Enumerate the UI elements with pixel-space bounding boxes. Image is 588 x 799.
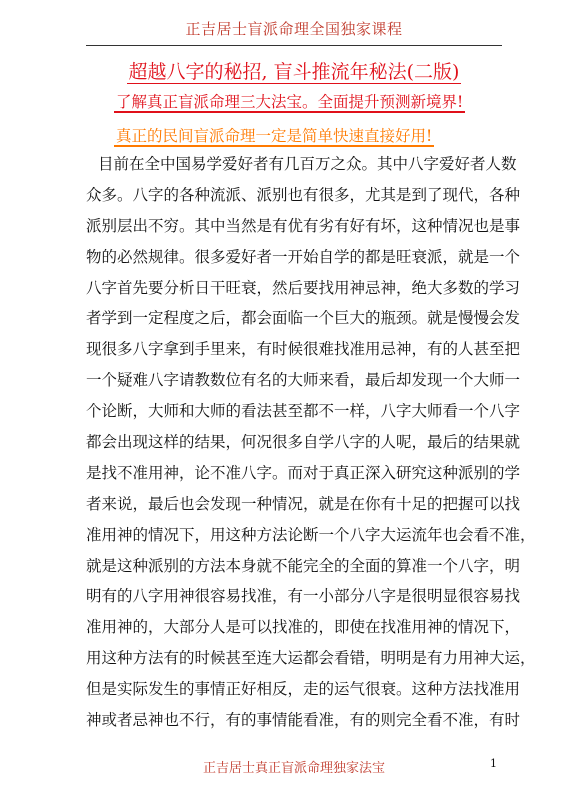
- body-line: 是找不准用神，论不准八字。而对于真正深入研究这种派别的学: [86, 463, 521, 482]
- body-line: 派别层出不穷。其中当然是有优有劣有好有坏，这种情况也是事: [86, 216, 521, 235]
- body-line: 准用神的情况下，用这种方法论断一个八字大运流年也会看不准，: [86, 525, 536, 544]
- subtitle-1: [114, 90, 465, 112]
- subtitle-1-text: 了解真正盲派命理三大法宝。全面提升预测新境界!: [116, 93, 464, 111]
- subtitle-2: [114, 124, 434, 146]
- body-paragraph: [86, 149, 536, 736]
- body-line: 就是这种派别的方法本身就不能完全的全面的算准一个八字，明: [86, 556, 521, 575]
- body-line: 八字首先要分析日干旺衰，然后要找用神忌神，绝大多数的学习: [86, 278, 521, 297]
- subtitle-2-text: 真正的民间盲派命理一定是简单快速直接好用!: [116, 127, 433, 145]
- page-header: 正吉居士盲派命理全国独家课程: [185, 20, 403, 38]
- page-number: 1: [490, 757, 497, 770]
- header-divider: [86, 45, 502, 46]
- body-line: 神或者忌神也不行，有的事情能看准，有的则完全看不准，有时: [86, 711, 521, 730]
- document-title-text: 超越八字的秘招, 盲斗推流年秘法(二版): [128, 61, 460, 83]
- body-line: 明有的八字用神很容易找准，有一小部分八字是很明显很容易找: [86, 587, 521, 606]
- body-line: 现很多八字拿到手里来，有时候很难找准用忌神，有的人甚至把: [86, 340, 521, 359]
- body-line: 者来说，最后也会发现一种情况，就是在你有十足的把握可以找: [86, 494, 521, 513]
- body-line: 一个疑难八字请教数位有名的大师来看，最后却发现一个大师一: [86, 371, 521, 390]
- body-line: 物的必然规律。很多爱好者一开始自学的都是旺衰派，就是一个: [86, 247, 521, 266]
- body-line: 用这种方法有的时候甚至连大运都会看错，明明是有力用神大运，: [86, 649, 536, 668]
- body-line: 众多。八字的各种流派、派别也有很多，尤其是到了现代，各种: [86, 185, 521, 204]
- body-line: 都会出现这样的结果，何况很多自学八字的人呢，最后的结果就: [86, 433, 521, 452]
- body-line: 个论断，大师和大师的看法甚至都不一样，八字大师看一个八字: [86, 402, 521, 421]
- body-line: 者学到一定程度之后，都会面临一个巨大的瓶颈。就是慢慢会发: [86, 309, 521, 328]
- body-line: 目前在全中国易学爱好者有几百万之众。其中八字爱好者人数: [98, 155, 517, 173]
- body-line: 准用神的，大部分人是可以找准的，即使在找准用神的情况下，: [86, 618, 521, 637]
- page-footer: 正吉居士真正盲派命理独家法宝: [202, 761, 385, 776]
- document-title: [0, 57, 588, 84]
- body-line: 但是实际发生的事情正好相反，走的运气很衰。这种方法找准用: [86, 680, 521, 699]
